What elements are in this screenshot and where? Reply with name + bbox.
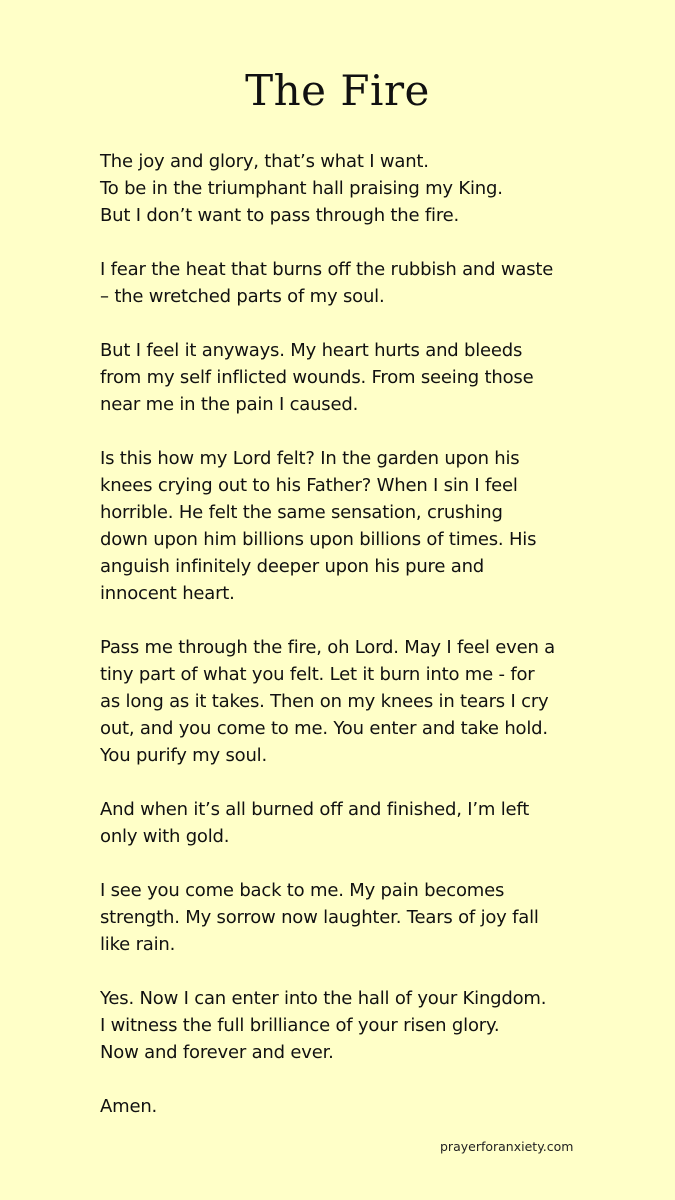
poem-line: as long as it takes. Then on my knees in tears I cry [100,691,549,712]
stanza [100,985,620,1066]
stanza [100,337,620,418]
poem-line: strength. My sorrow now laughter. Tears of joy fall [100,907,539,928]
poem-line: I witness the full brilliance of your risen glory. [100,1015,500,1036]
poem-line: like rain. [100,934,176,955]
poem-line: But I don’t want to pass through the fire. [100,205,460,226]
poem-line: tiny part of what you felt. Let it burn into me - for [100,664,535,685]
website-credit: prayerforanxiety.com [440,1139,574,1154]
poem-line: near me in the pain I caused. [100,394,359,415]
poem-line: horrible. He felt the same sensation, crushing [100,502,503,523]
poem-body [100,148,620,1147]
stanza [100,796,620,850]
poem-line: Yes. Now I can enter into the hall of your Kingdom. [100,988,547,1009]
stanza [100,877,620,958]
poem-line: And when it’s all burned off and finished, I’m left [100,799,530,820]
poem-line: Now and forever and ever. [100,1042,334,1063]
poem-line: – the wretched parts of my soul. [100,286,385,307]
stanza [100,256,620,310]
poem-line: innocent heart. [100,583,235,604]
poem-line: The joy and glory, that’s what I want. [100,151,429,172]
stanza [100,1093,620,1120]
poem-line: But I feel it anyways. My heart hurts and bleeds [100,340,523,361]
poem-line: down upon him billions upon billions of times. His [100,529,537,550]
stanza [100,445,620,607]
poem-line: out, and you come to me. You enter and take hold. [100,718,548,739]
poem-line: Is this how my Lord felt? In the garden upon his [100,448,520,469]
poem-line: anguish infinitely deeper upon his pure and [100,556,485,577]
poem-line: Pass me through the fire, oh Lord. May I feel even a [100,637,556,658]
poem-line: knees crying out to his Father? When I sin I feel [100,475,518,496]
poem-line: Amen. [100,1096,158,1117]
poem-line: You purify my soul. [100,745,268,766]
stanza [100,634,620,769]
poem-title: The Fire [245,66,430,115]
poem-line: I see you come back to me. My pain becomes [100,880,505,901]
poem-line: To be in the triumphant hall praising my King. [100,178,503,199]
poem-line: only with gold. [100,826,230,847]
poem-line: I fear the heat that burns off the rubbish and waste [100,259,554,280]
poem-line: from my self inflicted wounds. From seeing those [100,367,534,388]
stanza [100,148,620,229]
